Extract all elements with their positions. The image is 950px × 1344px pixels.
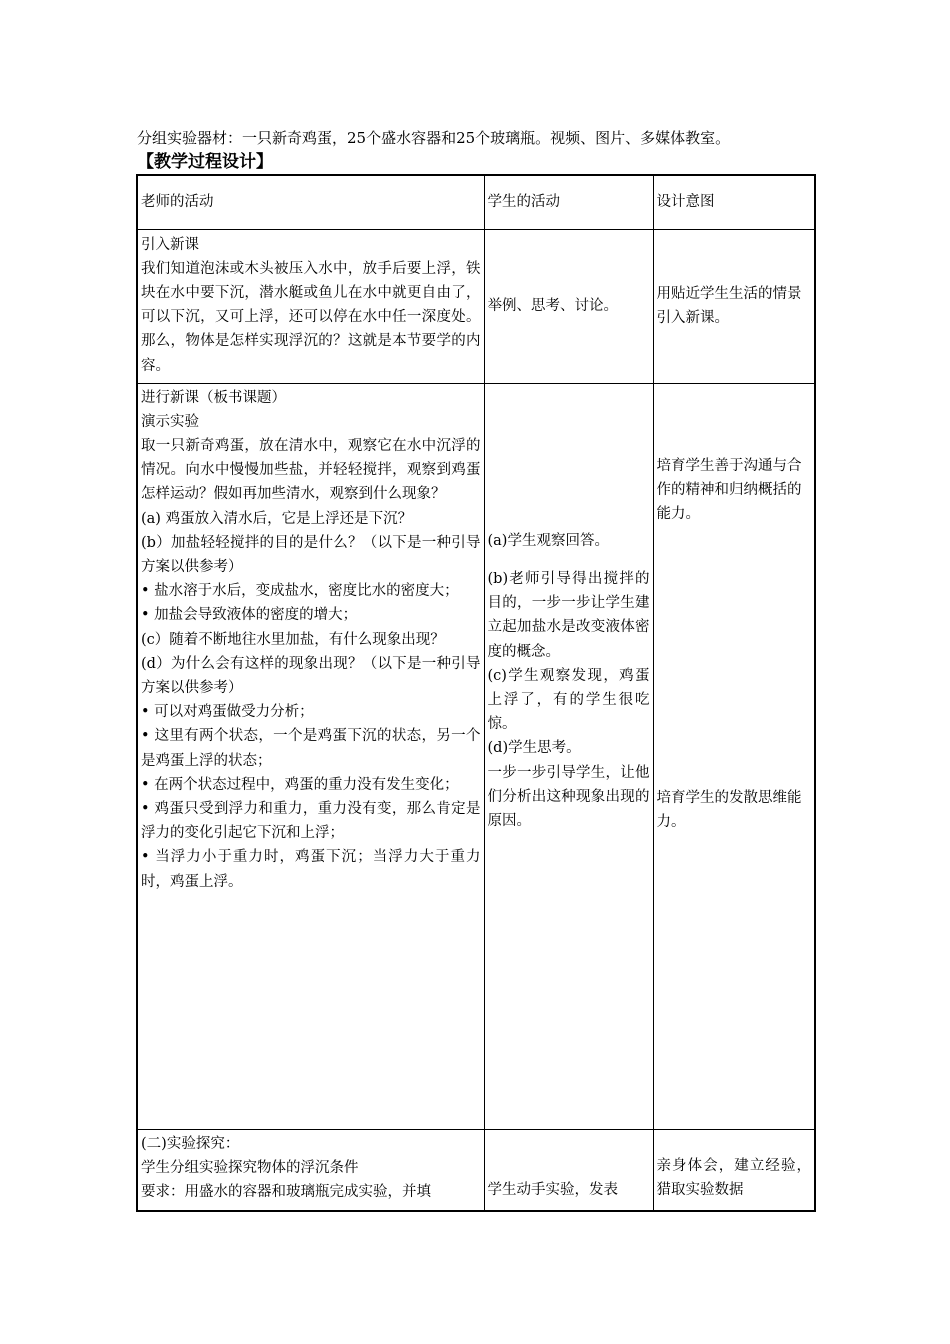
row3-intent-cell: 亲身体会，建立经验，猎取实验数据 [653,1129,815,1211]
row2-teacher-line: • 当浮力小于重力时，鸡蛋下沉；当浮力大于重力时，鸡蛋上浮。 [141,849,481,890]
header-student-activity: 学生的活动 [484,175,653,229]
row3-teacher-line: 要求：用盛水的容器和玻璃瓶完成实验，并填 [141,1183,431,1200]
row1-teacher-cell [137,229,484,383]
row3-teacher-line: (二)实验探究： [141,1135,240,1152]
row2-intent-cell [653,383,815,1129]
row2-teacher-cell [137,383,484,1129]
row2-student-line: (d)学生思考。 [487,740,581,757]
row3-teacher-line: 学生分组实验探究物体的浮沉条件 [141,1159,359,1176]
row2-teacher-line: (d）为什么会有这样的现象出现？（以下是一种引导方案以供参考） [141,655,481,696]
row2-teacher-line: 进行新课（板书课题） [141,389,286,406]
row2-student-line: (c)学生观察发现，鸡蛋上浮了，有的学生很吃惊。 [487,667,650,733]
row2-intent-line: 培育学生的发散思维能力。 [656,790,802,831]
row2-student-line: (b)老师引导得出搅拌的目的，一步一步让学生建立起加盐水是改变液体密度的概念。 [487,570,650,660]
row2-teacher-line: • 这里有两个状态，一个是鸡蛋下沉的状态，另一个是鸡蛋上浮的状态； [141,728,481,769]
row2-teacher-line: (a) 鸡蛋放入清水后，它是上浮还是下沉？ [141,510,413,527]
row2-teacher-line: • 加盐会导致液体的密度的增大； [141,607,358,624]
table-row [137,383,815,1129]
row2-teacher-line: (b）加盐轻轻搅拌的目的是什么？（以下是一种引导方案以供参考） [141,534,481,575]
row3-student-cell: 学生动手实验，发表 [484,1129,653,1211]
row2-student-line: (a)学生观察回答。 [487,532,609,549]
table-row [137,1129,815,1211]
row2-student-cell [484,383,653,1129]
row1-teacher-text: 我们知道泡沫或木头被压入水中，放手后要上浮，铁块在水中要下沉，潜水艇或鱼儿在水中就更自由了，可以下沉，又可上浮，还可以停在水中任一深度处。那么，物体是怎样实现浮沉的？这就是本节要学的内容。 [141,260,481,374]
header-design-intent: 设计意图 [653,175,815,229]
row1-intent-cell: 用贴近学生生活的情景引入新课。 [653,229,815,383]
header-teacher-activity: 老师的活动 [137,175,484,229]
row2-intent-line: 培育学生善于沟通与合作的精神和归纳概括的能力。 [656,457,802,522]
table-header-row [137,175,815,229]
row2-teacher-line: 演示实验 [141,413,199,430]
row1-student-cell: 举例、思考、讨论。 [484,229,653,383]
row2-teacher-line: • 可以对鸡蛋做受力分析； [141,704,314,721]
row2-teacher-line: • 盐水溶于水后，变成盐水，密度比水的密度大； [141,583,459,600]
row2-teacher-line: • 鸡蛋只受到浮力和重力，重力没有变，那么肯定是浮力的变化引起它下沉和上浮； [141,800,481,842]
row2-teacher-line: 取一只新奇鸡蛋，放在清水中，观察它在水中沉浮的情况。向水中慢慢加些盐，并轻轻搅拌，观察到鸡蛋怎样运动？假如再加些清水，观察到什么现象？ [141,437,481,503]
lesson-process-table [136,174,816,1212]
table-row [137,229,815,383]
row1-teacher-title: 引入新课 [141,236,199,253]
row2-student-line: 一步一步引导学生，让他们分析出这种现象出现的原因。 [487,764,650,830]
materials-line: 分组实验器材：一只新奇鸡蛋，25个盛水容器和25个玻璃瓶。视频、图片、多媒体教室。 [137,129,731,147]
row3-teacher-cell [137,1129,484,1211]
row2-teacher-line: (c）随着不断地往水里加盐，有什么现象出现？ [141,631,445,648]
section-heading: 【教学过程设计】 [137,152,273,172]
row2-teacher-line: • 在两个状态过程中，鸡蛋的重力没有发生变化； [141,776,459,793]
